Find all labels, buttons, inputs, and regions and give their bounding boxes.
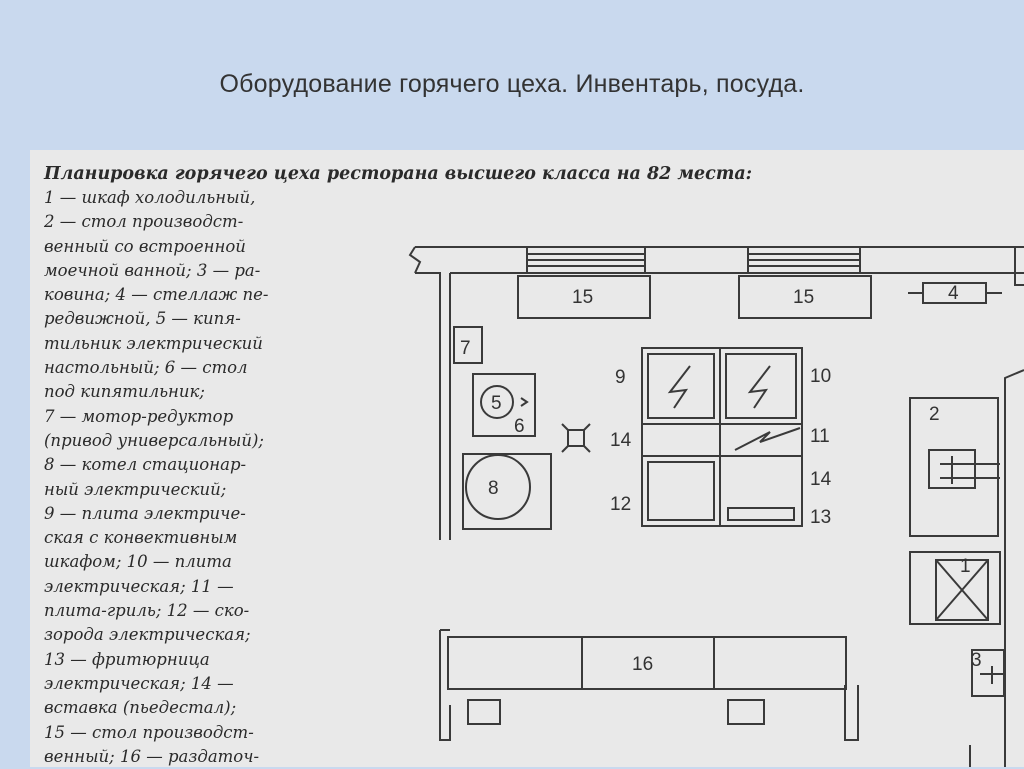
label-7: 7: [460, 338, 471, 359]
frying-pan-12: [648, 462, 714, 520]
legend-line: плита-гриль; 12 — ско-: [44, 601, 250, 621]
pedestal-14-left: [562, 424, 590, 452]
counter-support-left: [468, 700, 500, 724]
legend-line: 8 — котел стационар-: [44, 455, 247, 475]
label-16: 16: [632, 654, 654, 675]
slide-title: Оборудование горячего цеха. Инвентарь, посуда.: [219, 70, 805, 98]
legend-line: моечной ванной; 3 — ра-: [44, 260, 261, 280]
label-13: 13: [810, 507, 832, 528]
label-15-right: 15: [793, 287, 815, 308]
legend-line: под кипятильник;: [44, 382, 205, 402]
window-left: [527, 247, 645, 273]
legend-line: (привод универсальный);: [44, 430, 264, 450]
fryer-13: [728, 508, 794, 520]
window-right: [748, 247, 860, 273]
legend-line: 1 — шкаф холодильный,: [44, 188, 256, 207]
legend-line: ская с конвективным: [44, 528, 238, 548]
label-10: 10: [810, 366, 832, 387]
label-5: 5: [491, 393, 502, 414]
label-14-left: 14: [610, 430, 632, 451]
legend-line: вставка (пьедестал);: [44, 698, 237, 718]
counter-support-right: [728, 700, 764, 724]
label-12: 12: [610, 494, 632, 515]
legend-line: венный; 16 — раздаточ-: [44, 746, 260, 766]
floor-plan: [30, 150, 1024, 767]
legend-line: 7 — мотор-редуктор: [44, 406, 234, 426]
cooking-block: [642, 348, 802, 526]
legend-line: 9 — плита электриче-: [44, 503, 246, 523]
label-2: 2: [929, 404, 940, 425]
stove-10: [726, 354, 796, 418]
scanned-plan-page: [30, 150, 1024, 767]
legend-line: 15 — стол производст-: [44, 722, 254, 742]
label-14-right: 14: [810, 469, 832, 490]
legend-line: зорода электрическая;: [44, 625, 251, 645]
legend-line: настольный; 6 — стол: [44, 358, 248, 378]
legend-heading: Планировка горячего цеха ресторана высшего класса на 82 места:: [44, 164, 753, 184]
legend-line: ковина; 4 — стеллаж пе-: [44, 285, 269, 305]
label-3: 3: [971, 650, 982, 671]
stove-9: [648, 354, 714, 418]
legend-line: ный электрический;: [44, 479, 227, 499]
legend-line: электрическая; 14 —: [44, 673, 234, 693]
legend-line: венный со встроенной: [44, 236, 246, 256]
legend-line: 2 — стол производст-: [44, 212, 244, 232]
label-6: 6: [514, 416, 525, 437]
label-15-left: 15: [572, 287, 594, 308]
production-table-2: [910, 398, 998, 536]
legend-line: редвижной, 5 — кипя-: [44, 309, 241, 329]
label-4: 4: [948, 283, 959, 304]
grill-11: [735, 428, 800, 450]
legend-line: электрическая; 11 —: [44, 576, 234, 596]
legend-line: шкафом; 10 — плита: [44, 552, 232, 572]
built-in-sink: [929, 450, 1000, 488]
refrigerator-1: [910, 552, 1000, 624]
legend-line: 13 — фритюрница: [44, 649, 210, 669]
legend-line: тильник электрический: [44, 333, 263, 353]
label-11: 11: [810, 426, 830, 447]
label-8: 8: [488, 478, 499, 499]
label-9: 9: [615, 367, 626, 388]
label-1: 1: [960, 556, 971, 577]
